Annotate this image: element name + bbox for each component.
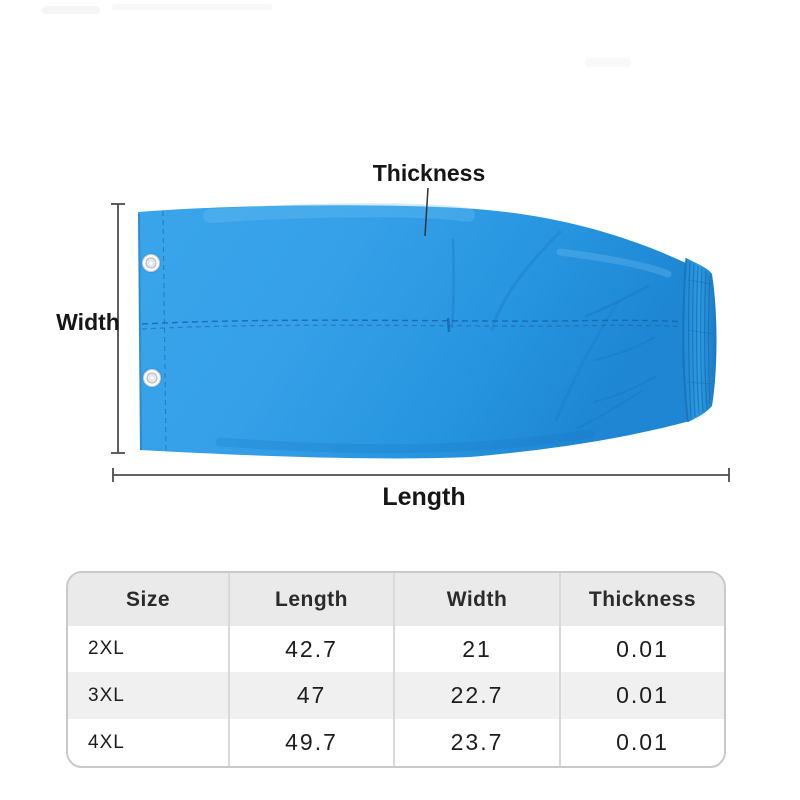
length-value: 47 [228,672,393,719]
length-dimension-line [113,468,729,482]
length-label: Length [382,483,466,511]
table-row-4xl [68,719,724,766]
table-row-2xl [68,626,724,672]
width-value: 22.7 [393,672,559,719]
table-header-row [68,573,724,626]
width-value: 21 [393,626,559,672]
thickness-label: Thickness [372,160,486,186]
header-thickness: Thickness [559,573,724,626]
size-value: 3XL [68,672,228,719]
thickness-value: 0.01 [559,719,724,766]
thickness-value: 0.01 [559,626,724,672]
button-bottom [142,368,162,388]
sleeve-body [138,205,690,458]
header-size: Size [68,573,228,626]
thickness-value: 0.01 [559,672,724,719]
size-value: 4XL [88,731,125,753]
size-value: 2XL [88,638,125,659]
length-value: 42.7 [228,626,393,672]
width-value: 23.7 [393,719,559,766]
header-width: Width [393,573,559,626]
table-row-3xl [68,672,724,719]
button-top [141,253,161,273]
width-label: Width [56,309,120,335]
length-value: 49.7 [228,719,393,766]
header-length: Length [228,573,393,626]
elastic-cuff [682,258,716,422]
size-table [66,571,726,768]
